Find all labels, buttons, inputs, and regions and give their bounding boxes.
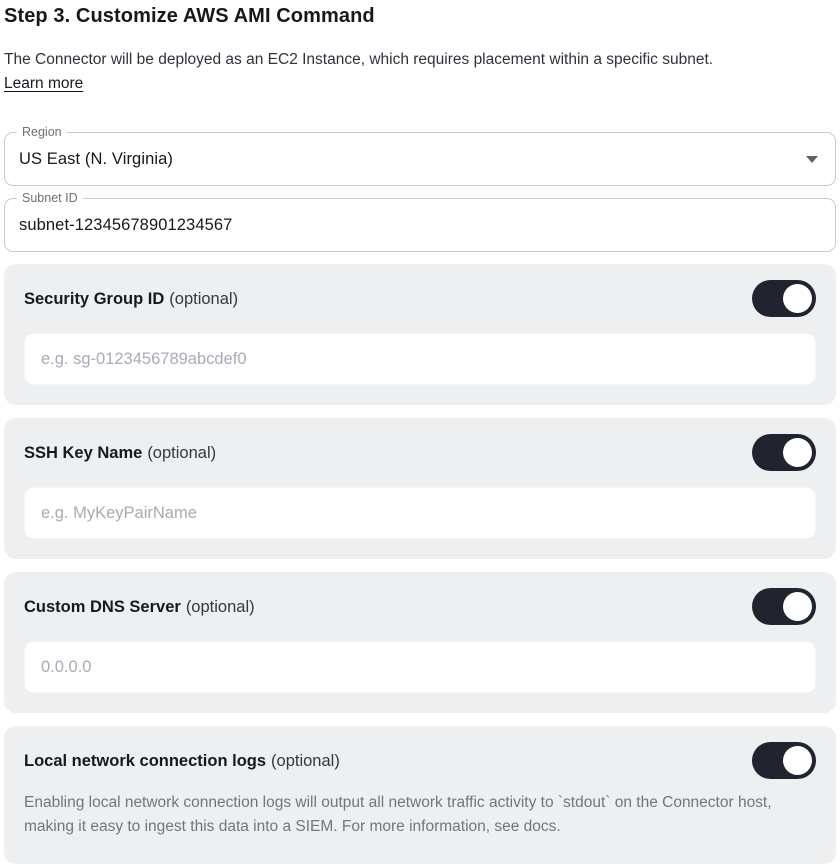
custom-dns-header: [24, 588, 816, 625]
section-label: SSH Key Name: [24, 443, 143, 462]
page-title: Step 3. Customize AWS AMI Command: [4, 5, 375, 27]
network-logs-card: [4, 726, 836, 864]
subnet-id-input[interactable]: [19, 216, 821, 235]
toggle-knob: [783, 592, 812, 621]
security-group-toggle[interactable]: [752, 280, 816, 317]
section-label: Security Group ID: [24, 289, 165, 308]
security-group-title: [24, 287, 238, 311]
toggle-knob: [783, 284, 812, 313]
region-label: Region: [17, 125, 67, 140]
custom-dns-card: [4, 572, 836, 713]
security-group-header: [24, 280, 816, 317]
security-group-card: [4, 264, 836, 405]
section-label: Local network connection logs: [24, 751, 267, 770]
optional-tag: (optional): [147, 443, 217, 462]
caret-down-icon: [806, 156, 818, 163]
optional-tag: (optional): [271, 751, 340, 770]
custom-dns-toggle[interactable]: [752, 588, 816, 625]
toggle-knob: [783, 746, 812, 775]
network-logs-description: Enabling local network connection logs will output all network traffic activity to `stdout` on the Connector host, making it easy to ingest this data into a SIEM. For more information, see docs.: [24, 794, 772, 835]
section-label: Custom DNS Server: [24, 597, 181, 616]
ssh-key-toggle[interactable]: [752, 434, 816, 471]
ssh-key-title: [24, 441, 216, 465]
ssh-key-header: [24, 434, 816, 471]
toggle-knob: [783, 438, 812, 467]
page-description: The Connector will be deployed as an EC2 Instance, which requires placement within a specific subnet.: [4, 51, 714, 68]
optional-tag: (optional): [185, 597, 255, 616]
ssh-key-input[interactable]: [24, 487, 816, 539]
network-logs-header: [24, 742, 816, 779]
region-selected-value: US East (N. Virginia): [19, 149, 174, 168]
network-logs-title: [24, 749, 340, 773]
custom-dns-title: [24, 595, 255, 619]
security-group-input[interactable]: [24, 333, 816, 385]
ssh-key-card: [4, 418, 836, 559]
subnet-id-label: Subnet ID: [17, 191, 83, 206]
region-select[interactable]: [4, 125, 836, 186]
subnet-id-field: [4, 191, 836, 252]
learn-more-link[interactable]: Learn more: [4, 75, 84, 92]
custom-dns-input[interactable]: [24, 641, 816, 693]
network-logs-toggle[interactable]: [752, 742, 816, 779]
optional-tag: (optional): [169, 289, 239, 308]
